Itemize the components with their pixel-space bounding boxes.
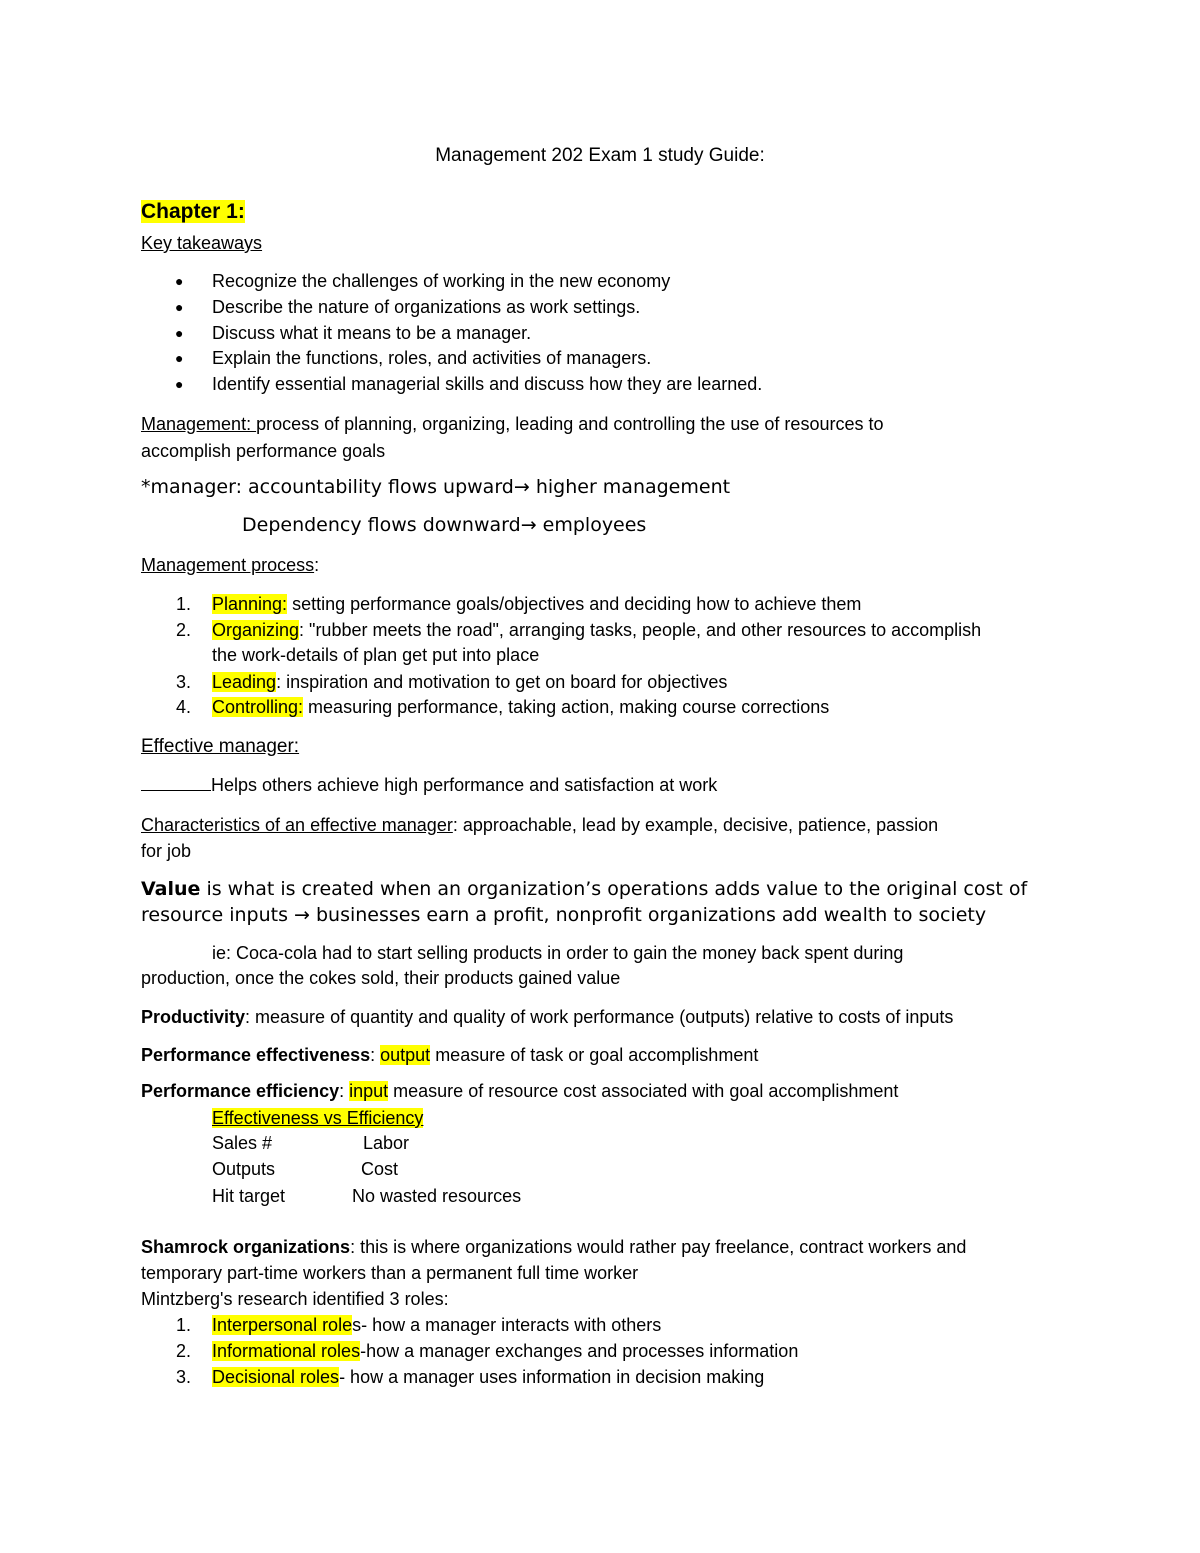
value-line1 xyxy=(141,877,1027,901)
mintzberg-hl: Decisional roles xyxy=(212,1367,340,1387)
productivity-text: : measure of quantity and quality of work performance (outputs) relative to costs of inputs xyxy=(245,1007,954,1027)
bullet-icon: ● xyxy=(175,299,184,315)
takeaway-item: Recognize the challenges of working in the new economy xyxy=(212,271,671,291)
bullet-icon: ● xyxy=(175,273,184,289)
process-term: Controlling: xyxy=(212,697,304,717)
shamrock-line1 xyxy=(141,1235,966,1259)
perf-effectiveness-hl: output xyxy=(380,1045,431,1065)
management-def-line1: process of planning, organizing, leading and controlling the use of resources to xyxy=(256,414,884,434)
characteristics-line1 xyxy=(141,813,938,837)
productivity-line xyxy=(141,1005,953,1029)
process-item-planning xyxy=(212,592,861,616)
bullet-icon: ● xyxy=(175,376,184,392)
takeaway-item: Explain the functions, roles, and activities of managers. xyxy=(212,348,652,368)
perf-efficiency-hl: input xyxy=(349,1081,389,1101)
effective-manager-text xyxy=(141,773,717,797)
process-item-controlling xyxy=(212,695,829,719)
eff-table-cell: Outputs xyxy=(212,1159,276,1179)
value-term: Value xyxy=(141,878,201,900)
value-example-line1: ie: Coca-cola had to start selling products in order to gain the money back spent during xyxy=(212,943,904,963)
manager-note-line1: *manager: accountability flows upward→ higher management xyxy=(141,476,731,498)
process-num: 2. xyxy=(176,620,192,640)
effective-manager-heading: Effective manager: xyxy=(141,736,300,757)
mintzberg-num: 1. xyxy=(176,1315,192,1335)
mintzberg-text: -how a manager exchanges and processes information xyxy=(360,1341,799,1361)
process-term: Planning: xyxy=(212,594,288,614)
process-heading-colon: : xyxy=(314,555,320,575)
process-term: Leading xyxy=(212,672,277,692)
takeaway-item: Describe the nature of organizations as work settings. xyxy=(212,297,641,317)
eff-table-cell: Hit target xyxy=(212,1186,286,1206)
takeaway-item: Discuss what it means to be a manager. xyxy=(212,323,532,343)
process-text: : "rubber meets the road", arranging tasks, people, and other resources to accomplish xyxy=(299,620,982,640)
mintzberg-text: - how a manager uses information in decision making xyxy=(339,1367,765,1387)
process-heading-text: Management process xyxy=(141,555,315,575)
perf-efficiency-text: measure of resource cost associated with goal accomplishment xyxy=(388,1081,899,1101)
mintzberg-num: 3. xyxy=(176,1367,192,1387)
takeaway-item: Identify essential managerial skills and discuss how they are learned. xyxy=(212,374,763,394)
mintzberg-item-decisional xyxy=(212,1365,764,1389)
performance-effectiveness-line xyxy=(141,1043,758,1067)
productivity-term: Productivity xyxy=(141,1007,246,1027)
key-takeaways-heading: Key takeaways xyxy=(141,233,263,253)
management-def-line2: accomplish performance goals xyxy=(141,441,386,461)
mintzberg-hl: Informational roles xyxy=(212,1341,361,1361)
effective-manager-desc: Helps others achieve high performance and satisfaction at work xyxy=(211,775,718,795)
process-num: 4. xyxy=(176,697,192,717)
process-item-leading xyxy=(212,670,727,694)
bullet-icon: ● xyxy=(175,350,184,366)
mintzberg-num: 2. xyxy=(176,1341,192,1361)
characteristics-line2: for job xyxy=(141,841,192,861)
process-text: setting performance goals/objectives and deciding how to achieve them xyxy=(287,594,862,614)
mintzberg-intro: Mintzberg's research identified 3 roles: xyxy=(141,1289,449,1309)
perf-efficiency-colon: : xyxy=(339,1081,350,1101)
fill-in-blank xyxy=(141,773,211,791)
management-term: Management: xyxy=(141,414,257,434)
bullet-icon: ● xyxy=(175,325,184,341)
shamrock-text1: : this is where organizations would rather pay freelance, contract workers and xyxy=(350,1237,967,1257)
management-definition xyxy=(141,412,883,436)
mintzberg-hl: Interpersonal role xyxy=(212,1315,353,1335)
manager-note-line2: Dependency flows downward→ employees xyxy=(242,514,647,536)
chapter-heading-text: Chapter 1: xyxy=(141,200,245,223)
perf-efficiency-term: Performance efficiency xyxy=(141,1081,340,1101)
process-term: Organizing xyxy=(212,620,300,640)
page-title: Management 202 Exam 1 study Guide: xyxy=(435,145,765,166)
eff-table-cell: Cost xyxy=(361,1159,399,1179)
characteristics-term: Characteristics of an effective manager xyxy=(141,815,453,835)
eff-table-cell: No wasted resources xyxy=(352,1186,522,1206)
process-item-organizing-cont: the work-details of plan get put into place xyxy=(212,645,540,665)
perf-effectiveness-term: Performance effectiveness xyxy=(141,1045,371,1065)
perf-effectiveness-colon: : xyxy=(370,1045,381,1065)
value-text1: is what is created when an organization’s operations adds value to the original cost of xyxy=(200,878,1028,900)
value-line2: resource inputs → businesses earn a profit, nonprofit organizations add wealth to society xyxy=(141,904,987,926)
eff-table-heading xyxy=(212,1106,423,1130)
mintzberg-item-informational xyxy=(212,1339,798,1363)
chapter-heading xyxy=(141,198,245,226)
mintzberg-item-interpersonal xyxy=(212,1313,661,1337)
mintzberg-text: s- how a manager interacts with others xyxy=(352,1315,662,1335)
process-text: : inspiration and motivation to get on board for objectives xyxy=(276,672,728,692)
process-item-organizing xyxy=(212,618,981,642)
process-text: measuring performance, taking action, making course corrections xyxy=(303,697,830,717)
value-example-line2: production, once the cokes sold, their products gained value xyxy=(141,968,621,988)
process-num: 1. xyxy=(176,594,192,614)
eff-table-heading-text: Effectiveness vs Efficiency xyxy=(212,1108,424,1128)
characteristics-text: : approachable, lead by example, decisive, patience, passion xyxy=(452,815,939,835)
perf-effectiveness-text: measure of task or goal accomplishment xyxy=(430,1045,759,1065)
process-heading xyxy=(141,553,319,577)
shamrock-line2: temporary part-time workers than a permanent full time worker xyxy=(141,1263,639,1283)
shamrock-term: Shamrock organizations xyxy=(141,1237,351,1257)
performance-efficiency-line xyxy=(141,1079,898,1103)
eff-table-cell: Labor xyxy=(363,1133,410,1153)
eff-table-cell: Sales # xyxy=(212,1133,273,1153)
process-num: 3. xyxy=(176,672,192,692)
